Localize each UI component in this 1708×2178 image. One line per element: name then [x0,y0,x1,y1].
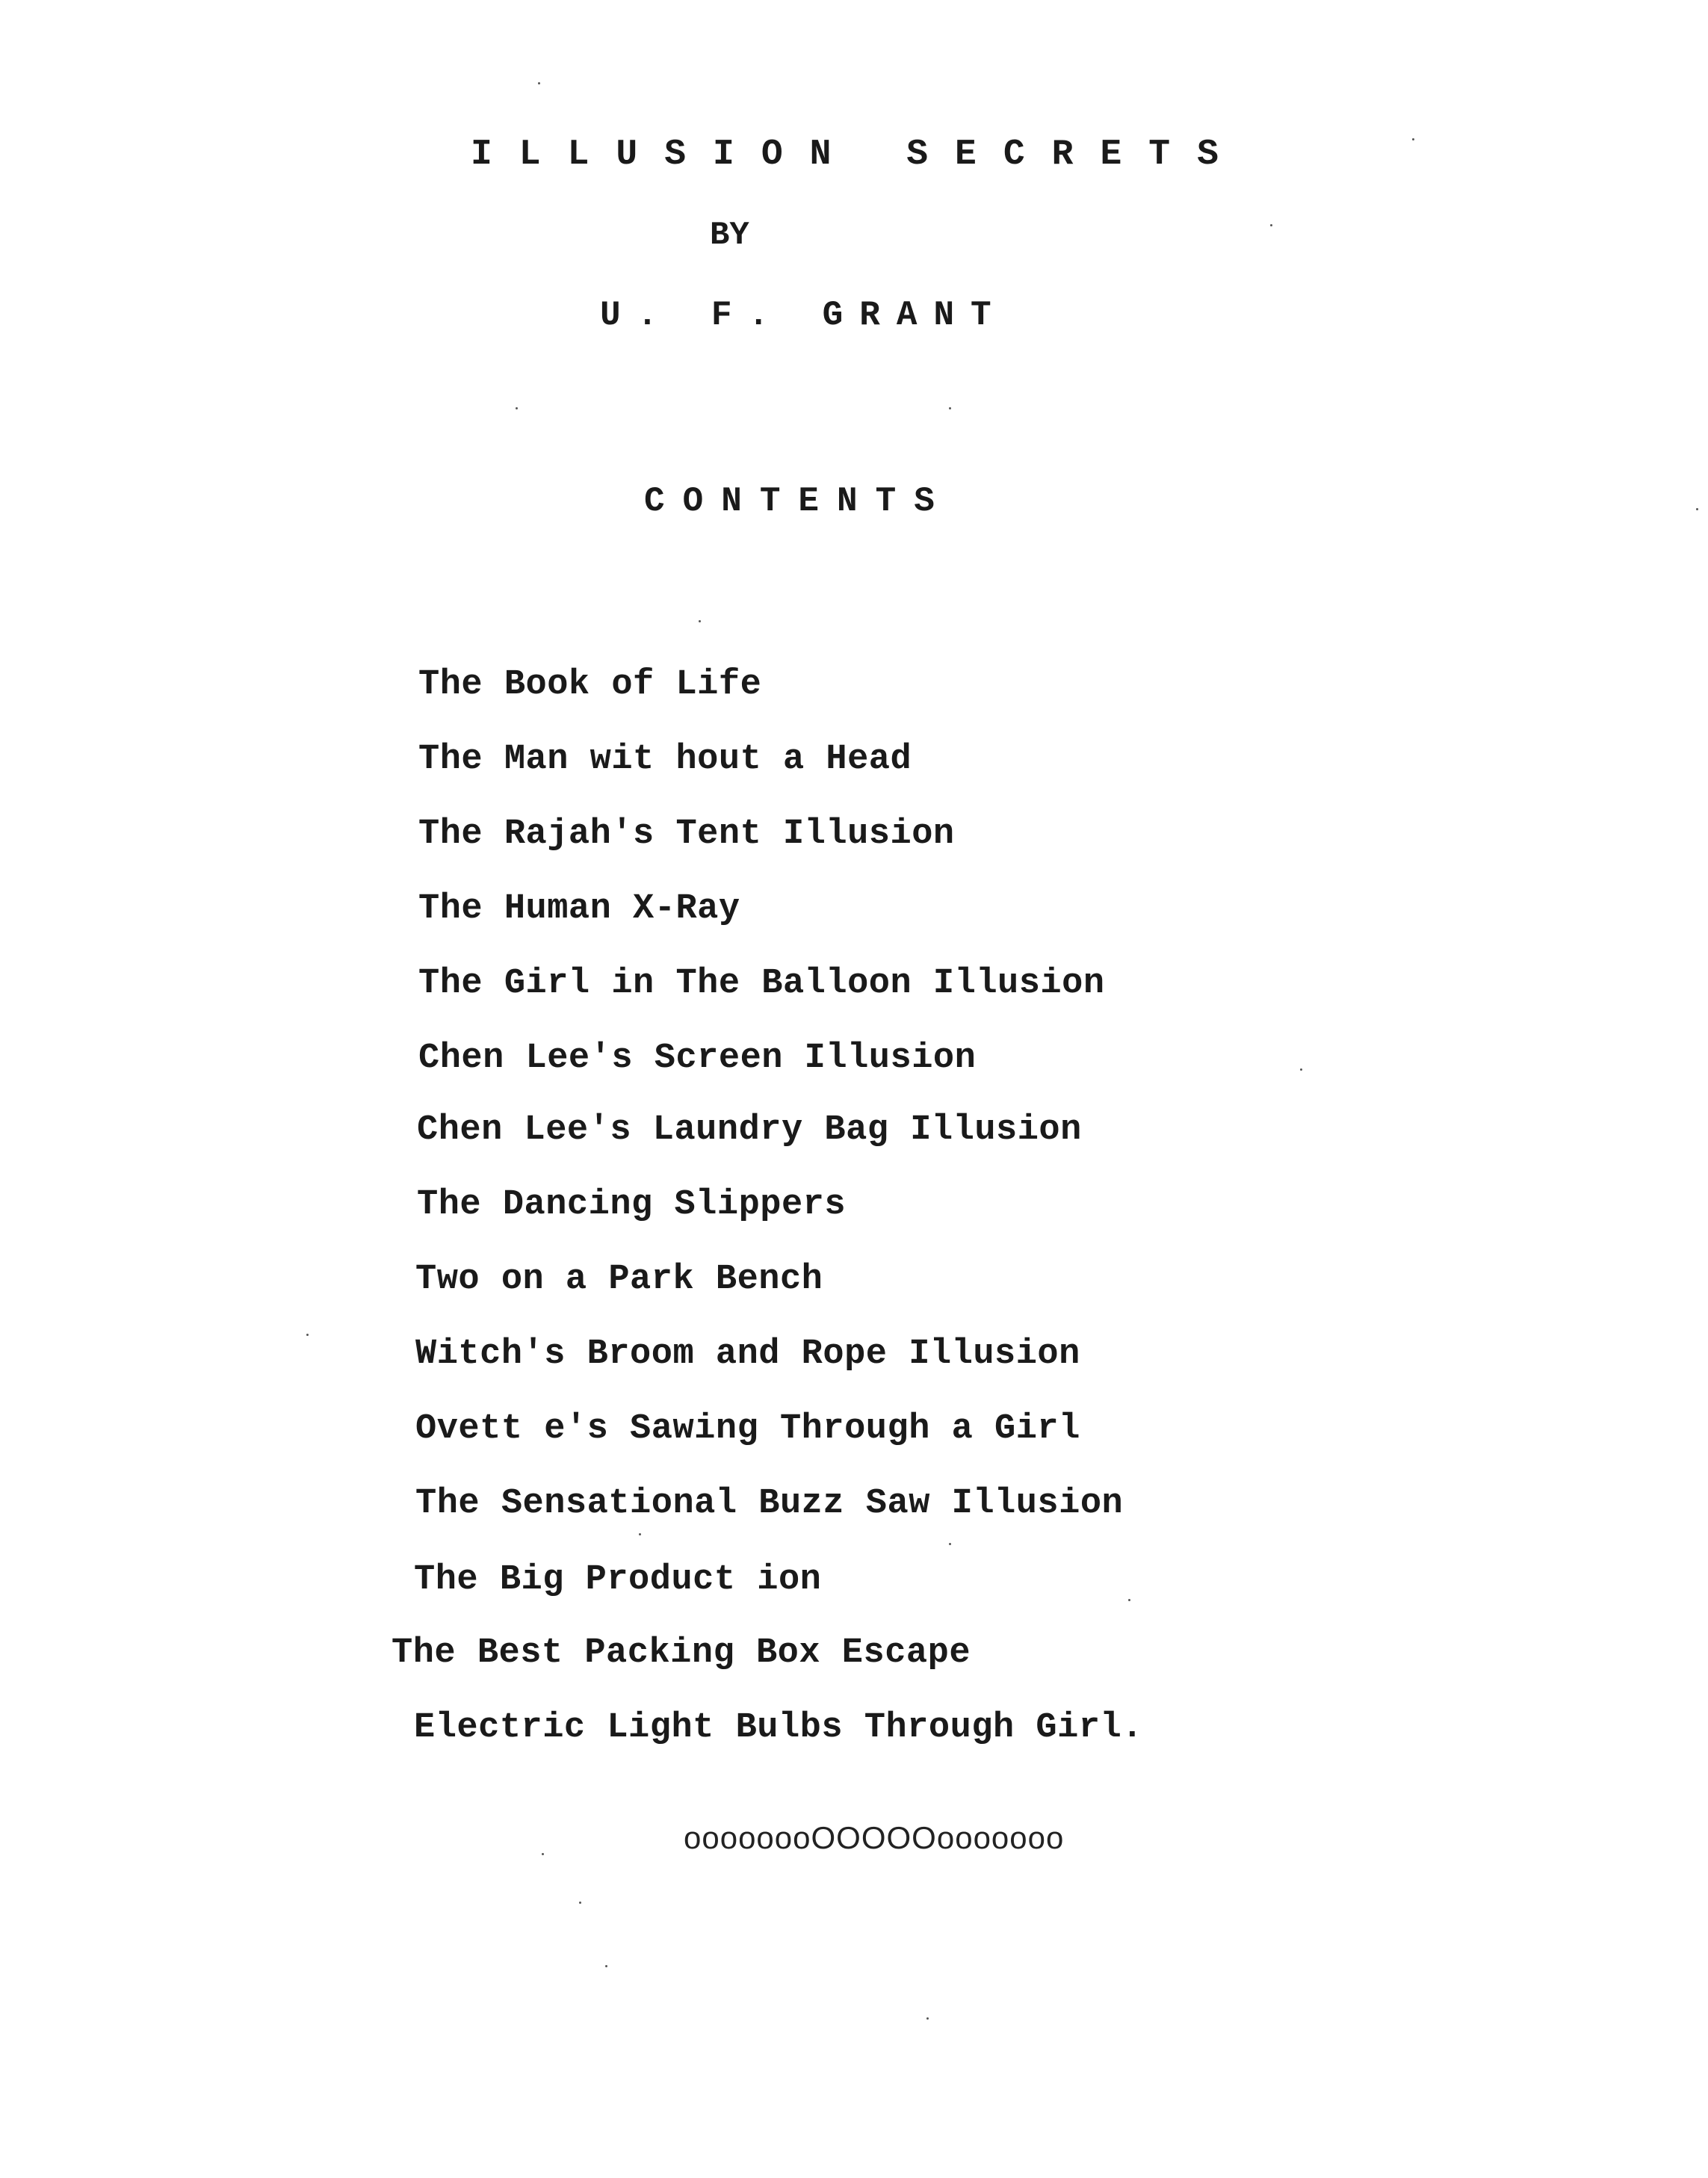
toc-item: The Best Packing Box Escape [392,1633,971,1673]
scan-speck [699,620,701,622]
toc-item: Ovett e's Sawing Through a Girl [415,1409,1080,1449]
author-name: U. F. GRANT [600,296,1008,335]
scan-speck [605,1965,607,1967]
toc-item: Chen Lee's Laundry Bag Illusion [417,1110,1082,1150]
toc-item: Chen Lee's Screen Illusion [418,1039,977,1078]
toc-item: The Man wit hout a Head [418,740,912,779]
toc-item: Two on a Park Bench [415,1260,823,1299]
toc-item: The Rajah's Tent Illusion [418,814,955,854]
toc-item: The Girl in The Balloon Illusion [418,964,1105,1003]
scan-speck [1270,224,1272,226]
toc-item: The Big Product ion [414,1560,822,1600]
scan-speck [1128,1599,1130,1601]
scan-speck [542,1853,544,1855]
toc-item: Electric Light Bulbs Through Girl. [414,1708,1143,1748]
scan-speck [926,2017,929,2020]
book-title: ILLUSION SECRETS [471,134,1246,175]
scan-speck [1696,508,1698,510]
toc-item: The Sensational Buzz Saw Illusion [415,1484,1124,1523]
ornamental-divider: oooooooOOOOOooooooo [684,1820,1065,1855]
scan-speck [579,1902,581,1904]
scan-speck [538,82,540,84]
toc-item: The Dancing Slippers [417,1185,847,1225]
toc-item: The Human X-Ray [418,889,740,929]
contents-heading: CONTENTS [644,482,953,521]
scan-speck [1300,1068,1302,1071]
scan-speck [949,1543,951,1545]
scan-speck [306,1334,309,1336]
scan-speck [639,1533,641,1535]
byline-by: BY [710,217,749,254]
scan-speck [516,407,518,409]
toc-item: Witch's Broom and Rope Illusion [415,1334,1080,1374]
scan-speck [949,407,951,409]
scan-speck [1412,138,1414,140]
toc-item: The Book of Life [418,665,762,705]
